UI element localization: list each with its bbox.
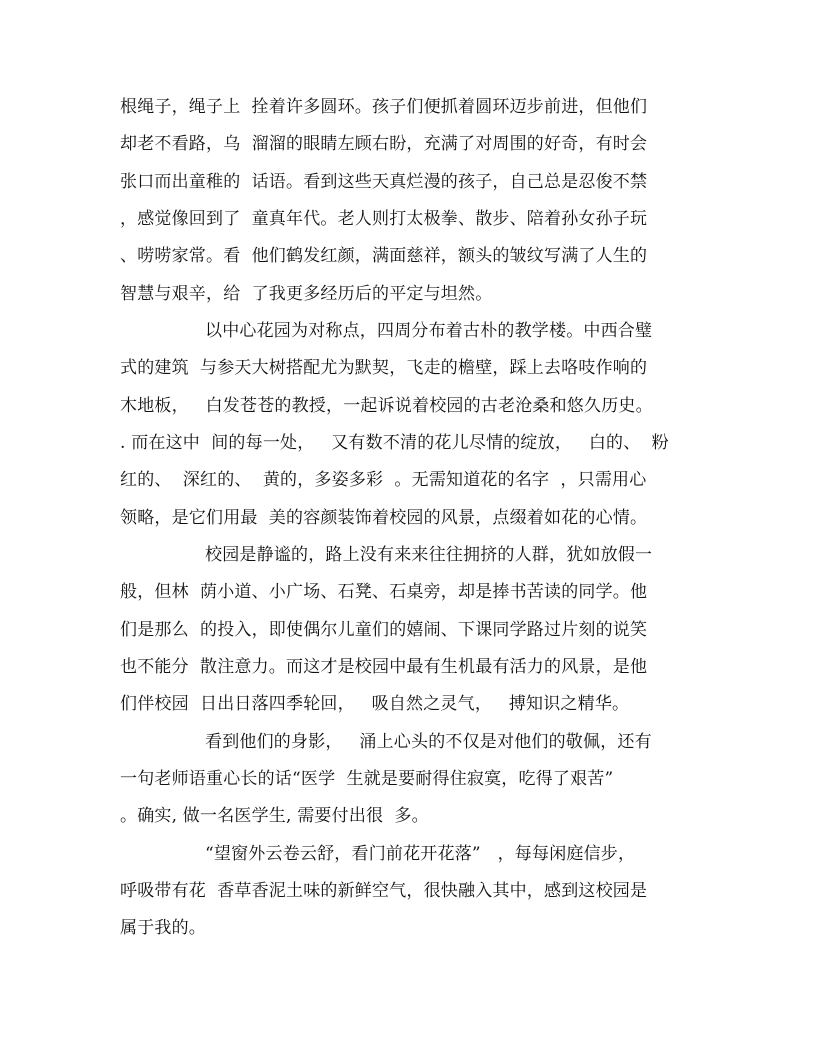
text-line: 般，但林 荫小道、小广场、石凳、石桌旁，却是捧书苦读的同学。他 xyxy=(120,582,648,602)
text-line: 们伴校园 日出日落四季轮回， 吸自然之灵气， 搏知识之精华。 xyxy=(120,694,630,714)
paragraph-first-line: 校园是静谧的，路上没有来来往往拥挤的人群，犹如放假一 xyxy=(205,545,653,565)
text-line: 木地板， 白发苍苍的教授，一起诉说着校园的古老沧桑和悠久历史。 xyxy=(120,396,653,416)
text-line: 智慧与艰辛，给 了我更多经历后的平定与坦然。 xyxy=(120,284,493,304)
text-line: ，感觉像回到了 童真年代。老人则打太极拳、散步、陪着孙女孙子玩 xyxy=(120,209,648,229)
text-line: 张口而出童稚的 话语。看到这些天真烂漫的孩子，自己总是忍俊不禁 xyxy=(120,172,648,192)
text-line: 红的、 深红的、 黄的，多姿多彩 。无需知道花的名字 ，只需用心 xyxy=(120,470,647,490)
paragraph-first-line: 以中心花园为对称点，四周分布着古朴的教学楼。中西合璧 xyxy=(205,321,653,341)
text-line: 却老不看路，乌 溜溜的眼睛左顾右盼，充满了对周围的好奇，有时会 xyxy=(120,134,648,154)
text-line: 式的建筑 与参天大树搭配尤为默契，飞走的檐壁，踩上去咯吱作响的 xyxy=(120,358,648,378)
paragraph-first-line: 看到他们的身影， 涌上心头的不仅是对他们的敬佩，还有 xyxy=(205,732,652,752)
text-line: . 而在这中 间的每一处， 又有数不清的花儿尽情的绽放， 白的、 粉 xyxy=(120,433,669,453)
paragraph-first-line: “望窗外云卷云舒，看门前花开花落” ，每每闲庭信步， xyxy=(205,844,636,864)
text-line: 。确实, 做一名医学生, 需要付出很 多。 xyxy=(120,806,429,826)
text-line: 呼吸带有花 香草香泥土味的新鲜空气，很快融入其中，感到这校园是 xyxy=(120,881,648,901)
text-line: 们是那么 的投入，即使偶尔儿童们的嬉闹、下课同学路过片刻的说笑 xyxy=(120,620,648,640)
text-line: 一句老师语重心长的话“医学 生就是要耐得住寂寞，吃得了艰苦” xyxy=(120,769,614,789)
text-line: 领略，是它们用最 美的容颜装饰着校园的风景，点缀着如花的心情。 xyxy=(120,508,648,528)
text-line: 也不能分 散注意力。而这才是校园中最有生机最有活力的风景，是他 xyxy=(120,657,648,677)
text-line: 、唠唠家常。看 他们鹤发红颜，满面慈祥，额头的皱纹写满了人生的 xyxy=(120,246,648,266)
text-line: 根绳子，绳子上 拴着许多圆环。孩子们便抓着圆环迈步前进，但他们 xyxy=(120,97,648,117)
text-line: 属于我的。 xyxy=(120,918,206,938)
